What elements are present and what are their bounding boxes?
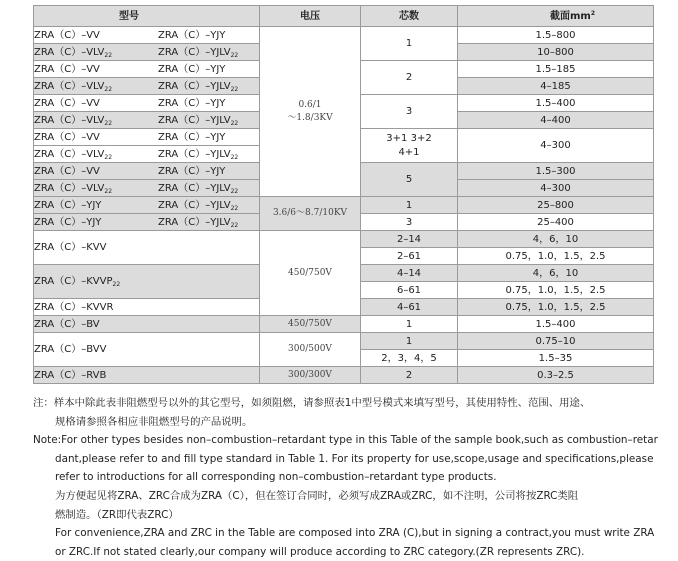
core-cell: 3: [361, 214, 458, 231]
model-name: ZRA（C）–VV: [34, 29, 100, 41]
model-name: ZRA（C）–BVV: [34, 344, 107, 355]
header-model: 型号: [34, 6, 260, 27]
area-cell: 1.5–35: [458, 350, 654, 367]
note-en-2: dant,please refer to and fill type standard in Table 1. For its property for use,scope,usage and specifications,please: [55, 452, 654, 465]
model-cell: [34, 180, 260, 197]
area-cell: 1.5–185: [458, 61, 654, 78]
model-name: ZRA（C）–YJY: [158, 165, 226, 177]
note-cn-1: 注：样本中除此表非阻燃型号以外的其它型号，如须阻燃，请参照表1中型号模式来填写型号，其使用特性、范围、用途、: [33, 397, 591, 409]
area-cell: 1.5–400: [458, 95, 654, 112]
model-cell: [34, 163, 260, 180]
core-cell: 5: [361, 163, 458, 197]
area-cell: 1.5–800: [458, 27, 654, 44]
note-en-5: or ZRC.If not stated clearly,our company will produce according to ZRC category.(ZR represents ZRC).: [55, 545, 585, 558]
model-cell: [34, 316, 260, 333]
core-cell: 4–14: [361, 265, 458, 282]
model-name: ZRA（C）–YJY: [158, 97, 226, 109]
area-cell: 0.75–10: [458, 333, 654, 350]
voltage-cell: 300/300V: [260, 367, 361, 384]
voltage-cell: 450/750V: [260, 316, 361, 333]
model-name: $ZRA(C)-VLV_{22}$: [34, 114, 113, 127]
header-area: 截面$mm^2$: [458, 6, 654, 27]
model-cell: [34, 146, 260, 163]
model-name: $ZRA(C)-YJLV_{22}$: [158, 114, 239, 127]
model-name: ZRA（C）–YJY: [158, 63, 226, 75]
voltage-cell: 0.6/1 ～1.8/3KV: [260, 27, 361, 197]
area-cell: 4–300: [458, 129, 654, 163]
model-name: $ZRA(C)-VLV_{22}$: [34, 148, 113, 161]
model-cell: [34, 112, 260, 129]
model-name: ZRA（C）–VV: [34, 97, 100, 109]
table-row: [34, 333, 654, 350]
model-name: ZRA（C）–YJY: [34, 199, 102, 211]
table-header-row: [34, 6, 654, 27]
model-name: ZRA（C）–YJY: [34, 216, 102, 228]
model-name: $ZRA(C)-YJLV_{22}$: [158, 80, 239, 93]
model-cell: [34, 61, 260, 78]
model-name: ZRA（C）–YJY: [158, 131, 226, 143]
model-name: ZRA（C）–KVV: [34, 242, 107, 253]
table-row: [34, 197, 654, 214]
table-row: [34, 367, 654, 384]
core-cell: 1: [361, 316, 458, 333]
model-cell: [34, 367, 260, 384]
core-cell: 2: [361, 61, 458, 95]
model-cell: [34, 95, 260, 112]
header-cores: 芯数: [361, 6, 458, 27]
model-name: $ZRA(C)-VLV_{22}$: [34, 182, 113, 195]
model-name: $ZRA(C)-VLV_{22}$: [34, 80, 113, 93]
model-name: $ZRA(C)-YJLV_{22}$: [158, 148, 239, 161]
area-cell: 1.5–400: [458, 316, 654, 333]
core-cell: 2–61: [361, 248, 458, 265]
model-name: $ZRA(C)-YJLV_{22}$: [158, 216, 239, 229]
area-cell: 4，6，10: [458, 231, 654, 248]
area-cell: 25–800: [458, 197, 654, 214]
voltage-cell: 450/750V: [260, 231, 361, 316]
model-cell: [34, 197, 260, 214]
model-name: $ZRA(C)-VLV_{22}$: [34, 46, 113, 59]
model-name: ZRA（C）–VV: [34, 63, 100, 75]
core-cell: 3: [361, 95, 458, 129]
core-cell: 2–14: [361, 231, 458, 248]
voltage-cell: 3.6/6～8.7/10KV: [260, 197, 361, 231]
area-cell: 4–300: [458, 180, 654, 197]
note-en-3: refer to introductions for all corresponding non–combustion–retardant type products.: [55, 471, 497, 484]
model-cell: [34, 214, 260, 231]
note-en-4: For convenience,ZRA and ZRC in the Table are composed into ZRA (C),but in signing a contract,you must write ZRA: [55, 527, 655, 540]
model-name: ZRA（C）–BV: [34, 318, 100, 330]
model-cell: [34, 44, 260, 61]
model-name: $ZRA(C)-YJLV_{22}$: [158, 46, 239, 59]
model-name: ZRA（C）–VV: [34, 131, 100, 143]
area-cell: 0.3–2.5: [458, 367, 654, 384]
area-cell: 0.75，1.0，1.5，2.5: [458, 282, 654, 299]
area-cell: 0.75，1.0，1.5，2.5: [458, 248, 654, 265]
area-cell: 0.75，1.0，1.5，2.5: [458, 299, 654, 316]
note-en-1: Note:For other types besides non–combustion–retardant type in this Table of the sample book,such as combustion–retar: [33, 434, 658, 447]
cable-spec-table: [33, 5, 654, 384]
model-cell: [34, 299, 260, 316]
model-name: $ZRA(C)-YJLV_{22}$: [158, 182, 239, 195]
voltage-cell: 300/500V: [260, 333, 361, 367]
model-name: $ZRA(C)-YJLV_{22}$: [158, 199, 239, 212]
core-cell: 6–61: [361, 282, 458, 299]
core-cell: 1: [361, 27, 458, 61]
model-name: ZRA（C）–VV: [34, 165, 100, 177]
area-cell: 4–400: [458, 112, 654, 129]
area-cell: 4，6，10: [458, 265, 654, 282]
notes-section: [33, 394, 663, 561]
model-name: $ZRA(C)-KVVP_{22}$: [34, 276, 121, 288]
area-cell: 25–400: [458, 214, 654, 231]
core-cell: 2，3，4，5: [361, 350, 458, 367]
table-row: [34, 231, 654, 248]
model-cell: [34, 129, 260, 146]
table-row: [34, 316, 654, 333]
note-cn-2: 规格请参照各相应非阻燃型号的产品说明。: [55, 415, 253, 428]
model-cell: [34, 265, 260, 299]
model-name: ZRA（C）–KVVR: [34, 301, 114, 313]
area-cell: 1.5–300: [458, 163, 654, 180]
core-cell: 3+1 3+2 4+1: [361, 129, 458, 163]
model-cell: [34, 78, 260, 95]
note-cn-4: 燃制造。（ZR即代表ZRC）: [55, 508, 179, 521]
model-cell: [34, 231, 260, 265]
note-cn-3: 为方便起见将ZRA、ZRC合成为ZRA（C），但在签订合同时，必须写成ZRA或ZRC，如不注明，公司将按ZRC类阻: [55, 489, 579, 502]
header-voltage: 电压: [260, 6, 361, 27]
table-row: [34, 27, 654, 44]
core-cell: 1: [361, 333, 458, 350]
area-cell: 10–800: [458, 44, 654, 61]
area-cell: 4–185: [458, 78, 654, 95]
core-cell: 4–61: [361, 299, 458, 316]
model-name: ZRA（C）–RVB: [34, 369, 107, 381]
model-cell: [34, 333, 260, 367]
model-name: ZRA（C）–YJY: [158, 29, 226, 41]
core-cell: 1: [361, 197, 458, 214]
core-cell: 2: [361, 367, 458, 384]
model-cell: [34, 27, 260, 44]
